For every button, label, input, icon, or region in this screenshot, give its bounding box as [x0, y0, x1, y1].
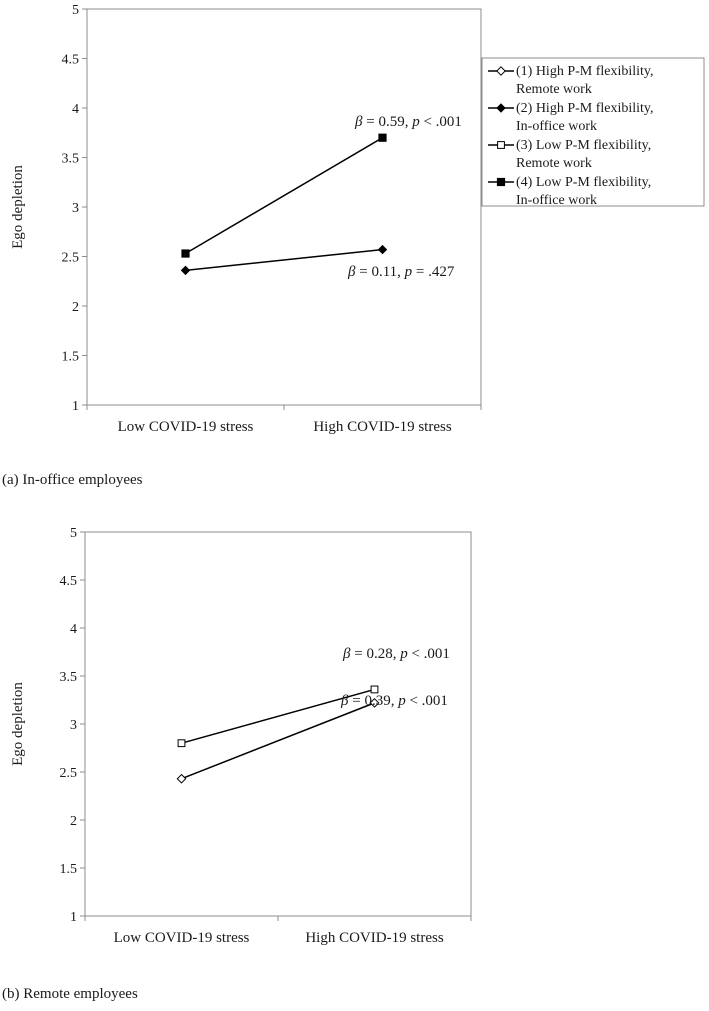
plot-area-border: [85, 532, 471, 916]
data-point-s4-0: [182, 250, 189, 257]
legend-label: Remote work: [516, 82, 592, 97]
y-axis-label: Ego depletion: [10, 165, 26, 249]
legend-marker: [497, 178, 504, 185]
y-tick-label: 2.5: [59, 766, 77, 781]
legend-marker: [498, 142, 505, 149]
legend-label: (2) High P-M flexibility,: [516, 101, 654, 116]
y-tick-label: 1.5: [59, 862, 77, 877]
chart-panel-b: [10, 526, 471, 946]
y-tick-label: 5: [72, 3, 79, 18]
y-tick-label: 3: [70, 718, 77, 733]
y-tick-label: 1: [72, 399, 79, 414]
y-tick-label: 3: [72, 201, 79, 216]
x-tick-label: High COVID-19 stress: [305, 930, 444, 946]
data-point-s2-0: [182, 266, 190, 274]
legend-label: Remote work: [516, 156, 592, 171]
legend-label: (3) Low P-M flexibility,: [516, 138, 652, 153]
legend-label: (1) High P-M flexibility,: [516, 64, 654, 79]
series-line-s1: [182, 703, 375, 779]
data-point-s3-0: [178, 740, 185, 747]
slope-annotation: β = 0.59, p < .001: [355, 114, 462, 130]
y-tick-label: 4: [70, 622, 77, 637]
legend-label: In-office work: [516, 193, 597, 208]
y-tick-label: 2: [70, 814, 77, 829]
x-tick-label: Low COVID-19 stress: [113, 930, 250, 946]
slope-annotation: β = 0.11, p = .427: [348, 264, 455, 280]
x-tick-label: High COVID-19 stress: [313, 419, 452, 435]
x-tick-label: Low COVID-19 stress: [117, 419, 254, 435]
y-tick-label: 2: [72, 300, 79, 315]
legend-label: In-office work: [516, 119, 597, 134]
y-tick-label: 3.5: [61, 151, 79, 167]
data-point-s4-1: [379, 134, 386, 141]
legend: [482, 58, 704, 208]
plot-area-border: [87, 9, 481, 405]
y-tick-label: 5: [70, 526, 77, 541]
chart-panel-a: [10, 3, 704, 435]
slope-annotation: β = 0.39, p < .001: [341, 693, 448, 709]
y-tick-label: 2.5: [61, 250, 79, 266]
y-axis-label: Ego depletion: [10, 682, 26, 766]
caption-panel-a: (a) In-office employees: [2, 472, 143, 488]
y-tick-label: 3.5: [59, 670, 77, 685]
y-tick-label: 4.5: [61, 52, 79, 68]
data-point-s3-1: [371, 686, 378, 693]
data-point-s2-1: [379, 246, 387, 254]
slope-annotation: β = 0.28, p < .001: [343, 646, 450, 662]
series-line-s4: [186, 138, 383, 254]
y-tick-label: 4: [72, 102, 79, 117]
y-tick-label: 4.5: [59, 574, 77, 589]
y-tick-label: 1: [70, 910, 77, 925]
y-tick-label: 1.5: [61, 349, 79, 365]
caption-panel-b: (b) Remote employees: [2, 986, 138, 1002]
legend-label: (4) Low P-M flexibility,: [516, 175, 652, 190]
data-point-s1-0: [177, 775, 185, 783]
